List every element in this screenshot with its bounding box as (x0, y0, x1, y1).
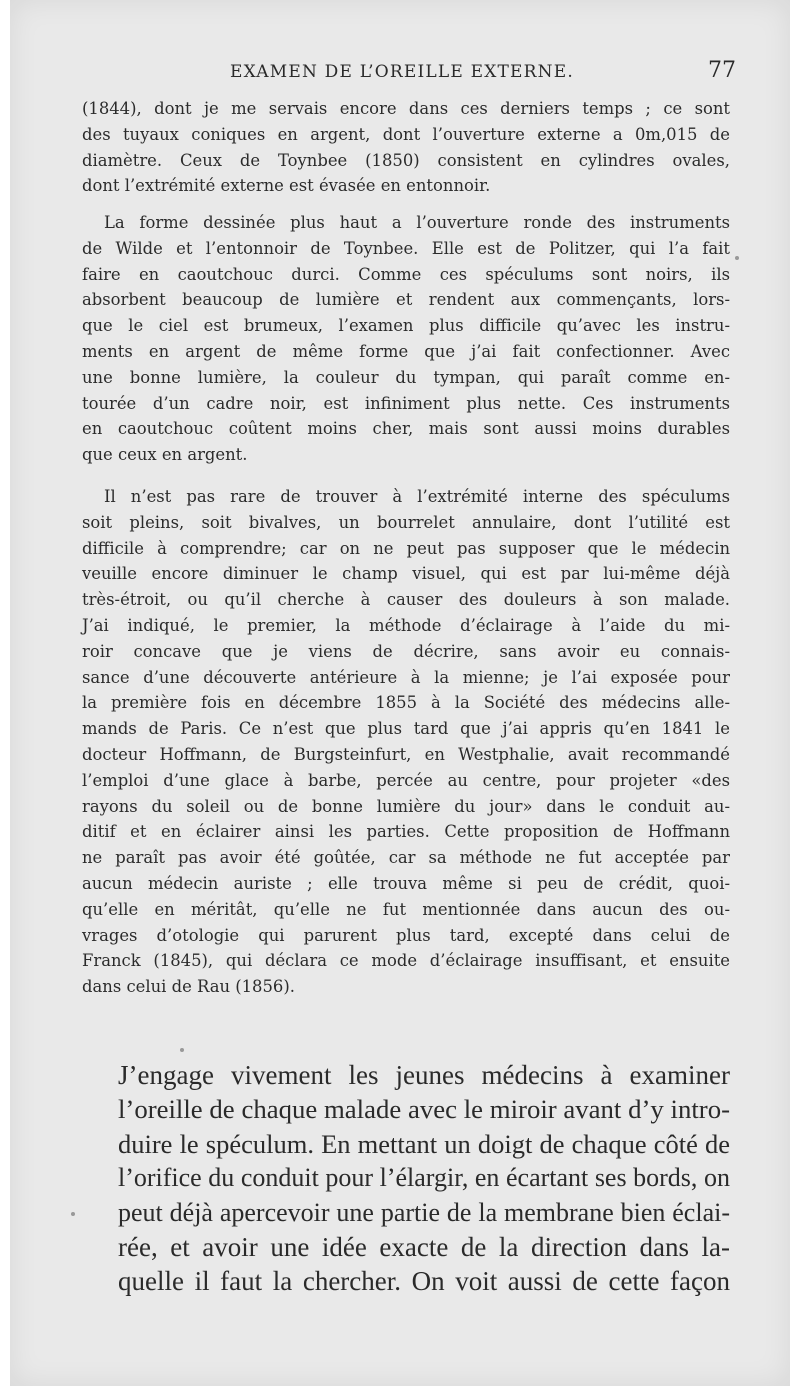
text-line: une bonne lumière, la couleur du tympan, qui paraît comme en- (82, 367, 730, 387)
text-line: difficile à comprendre; car on ne peut pas supposer que le médecin (82, 538, 730, 558)
text-line: quelle il faut la chercher. On voit aussi de cette façon (118, 1266, 730, 1297)
text-line: très-étroit, ou qu’il cherche à causer des douleurs à son malade. (82, 590, 730, 610)
text-line: sance d’une découverte antérieure à la mienne; je l’ai exposée pour (82, 667, 730, 687)
text-line: Il n’est pas rare de trouver à l’extrémité interne des spéculums (104, 487, 730, 506)
text-line: J’ai indiqué, le premier, la méthode d’éclairage à l’aide du mi- (82, 615, 730, 635)
text-line: la première fois en décembre 1855 à la Société des médecins alle- (82, 693, 730, 713)
text-line: roir concave que je viens de décrire, sans avoir eu connais- (82, 641, 730, 661)
paragraph-3 (82, 484, 730, 1000)
paragraph-2 (82, 210, 730, 468)
text-line: La forme dessinée plus haut a l’ouverture ronde des instruments (104, 213, 730, 232)
text-line: l’orifice du conduit pour l’élargir, en écartant ses bords, on (118, 1163, 730, 1193)
text-line: en caoutchouc coûtent moins cher, mais sont aussi moins durables (82, 419, 730, 439)
text-line: J’engage vivement les jeunes médecins à examiner (118, 1060, 730, 1090)
text-line: absorbent beaucoup de lumière et rendent aux commençants, lors- (82, 290, 730, 310)
text-line: qu’elle en méritât, qu’elle ne fut mentionnée dans aucun des ou- (82, 899, 730, 919)
text-line: (1844), dont je me servais encore dans ces derniers temps ; ce sont (82, 99, 730, 118)
text-line: aucun médecin auriste ; elle trouva même si peu de crédit, quoi- (82, 873, 730, 893)
text-line: de Wilde et l’entonnoir de Toynbee. Elle est de Politzer, qui l’a fait (82, 238, 730, 258)
text-line: soit pleins, soit bivalves, un bourrelet annulaire, dont l’utilité est (82, 512, 730, 532)
text-line: docteur Hoffmann, de Burgsteinfurt, en Westphalie, avait recommandé (82, 744, 730, 764)
text-line: dans celui de Rau (1856). (82, 977, 295, 997)
text-line: Franck (1845), qui déclara ce mode d’éclairage insuffisant, et ensuite (82, 951, 730, 971)
text-line: veuille encore diminuer le champ visuel, qui est par lui-même déjà (82, 564, 730, 584)
text-line: que le ciel est brumeux, l’examen plus difficile qu’avec les instru- (82, 316, 730, 336)
text-line: rayons du soleil ou de bonne lumière du jour» dans le conduit au- (82, 796, 730, 816)
text-line: des tuyaux coniques en argent, dont l’ouverture externe a 0m,015 de (82, 124, 730, 144)
text-line: diamètre. Ceux de Toynbee (1850) consistent en cylindres ovales, (82, 150, 730, 170)
text-line: que ceux en argent. (82, 445, 248, 465)
text-line: faire en caoutchouc durci. Comme ces spéculums sont noirs, ils (82, 264, 730, 284)
text-line: rée, et avoir une idée exacte de la direction dans la- (118, 1231, 730, 1262)
text-line: l’oreille de chaque malade avec le miroir avant d’y intro- (118, 1094, 730, 1125)
page-header (70, 58, 736, 92)
text-line: l’emploi d’une glace à barbe, percée au centre, pour projeter «des (82, 770, 730, 790)
text-line: duire le spéculum. En mettant un doigt de chaque côté de (118, 1128, 730, 1159)
text-line: ne paraît pas avoir été goûtée, car sa méthode ne fut acceptée par (82, 848, 730, 868)
speck-mark (71, 1212, 75, 1216)
text-line: dont l’extrémité externe est évasée en entonnoir. (82, 176, 491, 196)
speck-mark (180, 1048, 184, 1052)
large-paragraph (118, 1058, 730, 1299)
paragraph-1 (82, 96, 730, 199)
speck-mark (735, 256, 739, 260)
text-line: ditif et en éclairer ainsi les parties. Cette proposition de Hoffmann (82, 822, 730, 842)
text-line: mands de Paris. Ce n’est que plus tard que j’ai appris qu’en 1841 le (82, 719, 730, 739)
running-title: EXAMEN DE L’OREILLE EXTERNE. (230, 62, 574, 82)
text-line: peut déjà apercevoir une partie de la membrane bien éclai- (118, 1197, 730, 1227)
text-line: ments en argent de même forme que j’ai fait confectionner. Avec (82, 341, 730, 361)
text-line: tourée d’un cadre noir, est infiniment plus nette. Ces instruments (82, 393, 730, 413)
text-line: vrages d’otologie qui parurent plus tard, excepté dans celui de (82, 925, 730, 945)
page-number: 77 (708, 58, 736, 83)
